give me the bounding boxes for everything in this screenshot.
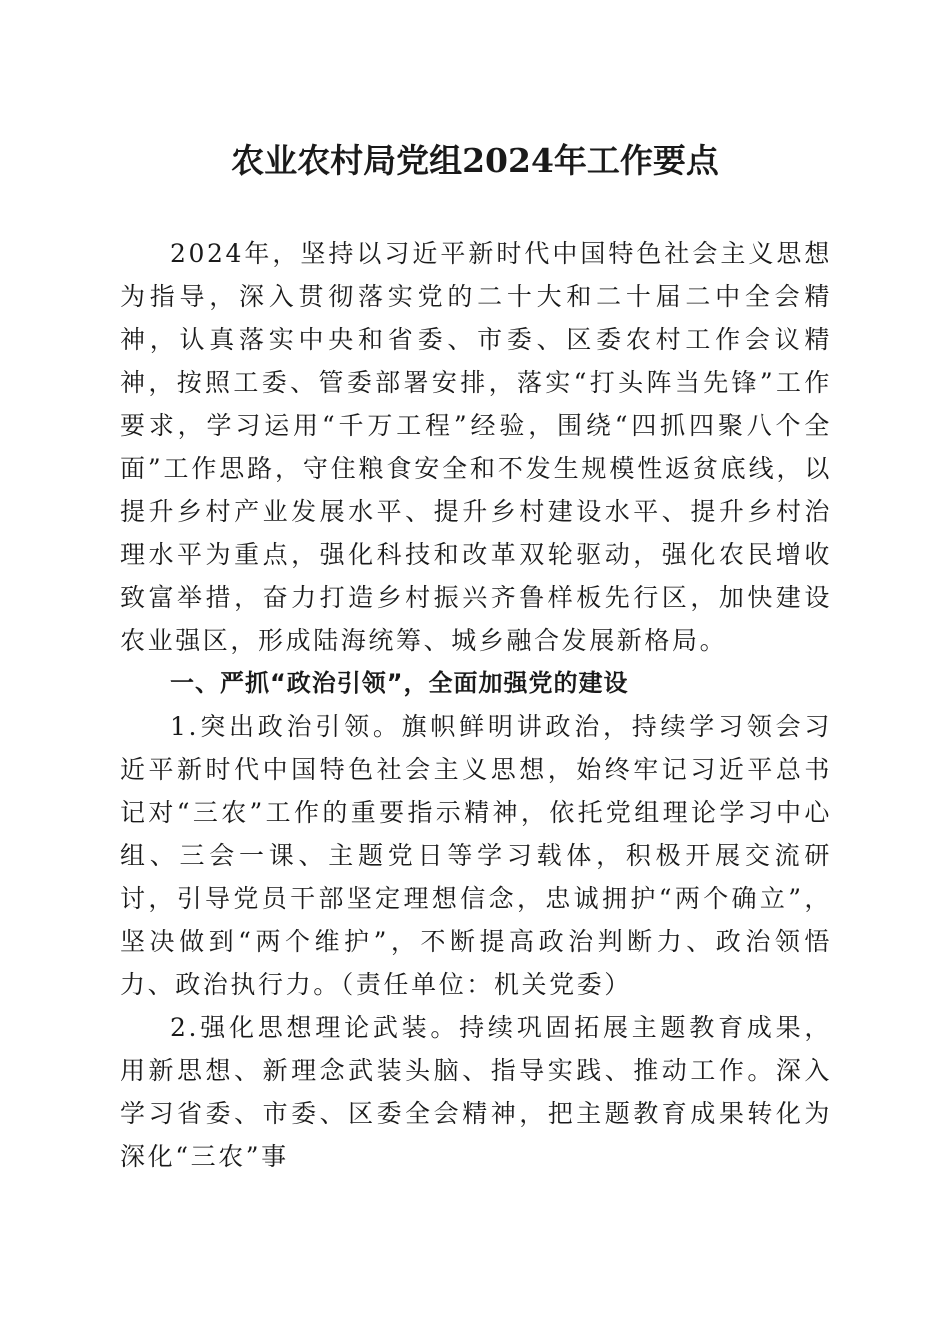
item-paragraph-2: 2.强化思想理论武装。持续巩固拓展主题教育成果，用新思想、新理念武装头脑、指导实践、推动工作。深入学习省委、市委、区委全会精神，把主题教育成果转化为深化“三农”事 [120,1013,832,1171]
section-heading-1: 一、严抓“政治引领”，全面加强党的建设 [170,669,629,697]
intro-paragraph: 2024年，坚持以习近平新时代中国特色社会主义思想为指导，深入贯彻落实党的二十大和二十届二中全会精神，认真落实中央和省委、市委、区委农村工作会议精神，按照工委、管委部署安排，落实“打头阵当先锋”工作要求，学习运用“千万工程”经验，围绕“四抓四聚八个全面”工作思路，守住粮食安全和不发生规模性返贫底线，以提升乡村产业发展水平、提升乡村建设水平、提升乡村治理水平为重点，强化科技和改革双轮驱动，强化农民增收致富举措，奋力打造乡村振兴齐鲁样板先行区，加快建设农业强区，形成陆海统筹、城乡融合发展新格局。 [120,239,832,655]
document-body [120,232,832,1178]
item-paragraph-1: 1.突出政治引领。旗帜鲜明讲政治，持续学习领会习近平新时代中国特色社会主义思想，始终牢记习近平总书记对“三农”工作的重要指示精神，依托党组理论学习中心组、三会一课、主题党日等学习载体，积极开展交流研讨，引导党员干部坚定理想信念，忠诚拥护“两个确立”，坚决做到“两个维护”，不断提高政治判断力、政治领悟力、政治执行力。（责任单位：机关党委） [120,712,832,999]
document-title: 农业农村局党组2024年工作要点 [231,141,719,180]
